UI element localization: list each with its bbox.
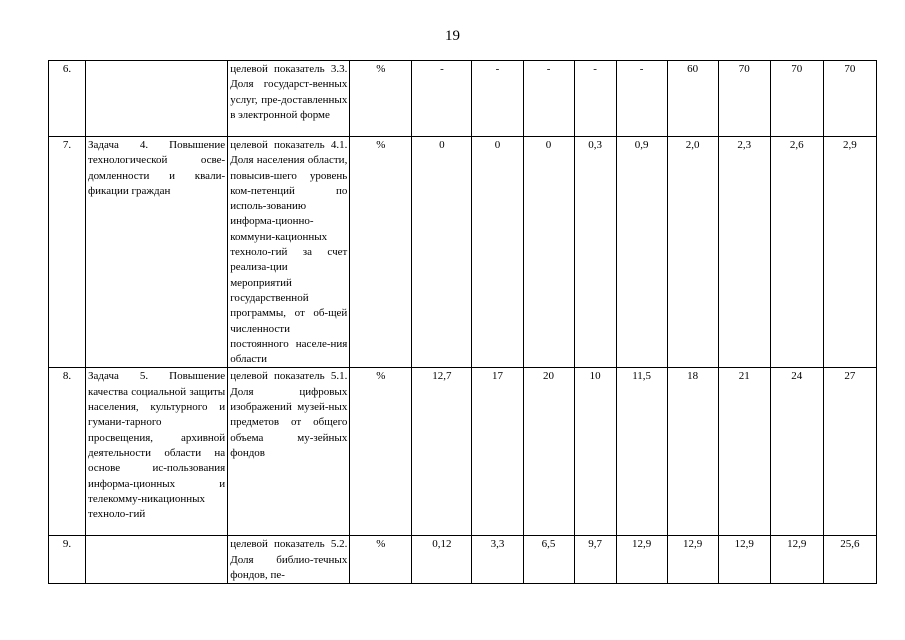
value-cell: -	[412, 61, 472, 137]
indicator-cell: целевой показатель 5.2. Доля библио-течных фондов, пе-	[228, 536, 350, 584]
value-cell: 0,9	[616, 137, 667, 368]
value-cell: 0	[472, 137, 523, 368]
table-row	[49, 536, 877, 584]
row-number: 8.	[49, 368, 86, 536]
value-cell: 18	[667, 368, 718, 536]
indicator-cell: целевой показатель 3.3. Доля государст-венных услуг, пре-доставленных в электронной форме	[228, 61, 350, 137]
value-cell: 21	[718, 368, 770, 536]
value-cell: -	[523, 61, 574, 137]
table-row	[49, 137, 877, 368]
value-cell: 27	[823, 368, 876, 536]
value-cell: 0	[523, 137, 574, 368]
value-cell: 0,3	[574, 137, 616, 368]
value-cell: 0	[412, 137, 472, 368]
value-cell: 60	[667, 61, 718, 137]
indicator-cell: целевой показатель 5.1. Доля цифровых изображений музей-ных предметов от общего объема му-зейных фондов	[228, 368, 350, 536]
unit-cell: %	[350, 368, 412, 536]
value-cell: 11,5	[616, 368, 667, 536]
task-cell	[86, 536, 228, 584]
value-cell: 9,7	[574, 536, 616, 584]
value-cell: 17	[472, 368, 523, 536]
row-number: 6.	[49, 61, 86, 137]
unit-cell: %	[350, 61, 412, 137]
task-cell: Задача 4. Повышение технологической осве-домленности и квали-фикации граждан	[86, 137, 228, 368]
value-cell: 70	[823, 61, 876, 137]
indicators-table	[48, 60, 877, 584]
unit-cell: %	[350, 536, 412, 584]
value-cell: 70	[718, 61, 770, 137]
value-cell: 12,9	[616, 536, 667, 584]
indicator-cell: целевой показатель 4.1. Доля населения области, повысив-шего уровень ком-петенций по исполь-зованию информа-ционно- коммуни-кационных техноло-гий за счет реализа-ции мероприятий государственной программы, от об-щей численности постоянного населе-ния области	[228, 137, 350, 368]
page-number: 19	[445, 28, 460, 44]
value-cell: 25,6	[823, 536, 876, 584]
value-cell: 12,7	[412, 368, 472, 536]
unit-cell: %	[350, 137, 412, 368]
value-cell: 0,12	[412, 536, 472, 584]
value-cell: 12,9	[718, 536, 770, 584]
row-number: 9.	[49, 536, 86, 584]
value-cell: 20	[523, 368, 574, 536]
value-cell: 2,6	[770, 137, 823, 368]
value-cell: 70	[770, 61, 823, 137]
table-row	[49, 61, 877, 137]
value-cell: 2,3	[718, 137, 770, 368]
task-cell	[86, 61, 228, 137]
value-cell: 3,3	[472, 536, 523, 584]
value-cell: 6,5	[523, 536, 574, 584]
value-cell: 10	[574, 368, 616, 536]
value-cell: 24	[770, 368, 823, 536]
value-cell: 2,0	[667, 137, 718, 368]
value-cell: 12,9	[667, 536, 718, 584]
row-number: 7.	[49, 137, 86, 368]
task-cell: Задача 5. Повышение качества социальной защиты населения, культурного и гумани-тарного просвещения, архивной деятельности области на основе ис-пользования информа-ционных и телекомму-никационных техноло-гий	[86, 368, 228, 536]
value-cell: 12,9	[770, 536, 823, 584]
value-cell: -	[616, 61, 667, 137]
value-cell: -	[574, 61, 616, 137]
table-row	[49, 368, 877, 536]
value-cell: -	[472, 61, 523, 137]
value-cell: 2,9	[823, 137, 876, 368]
